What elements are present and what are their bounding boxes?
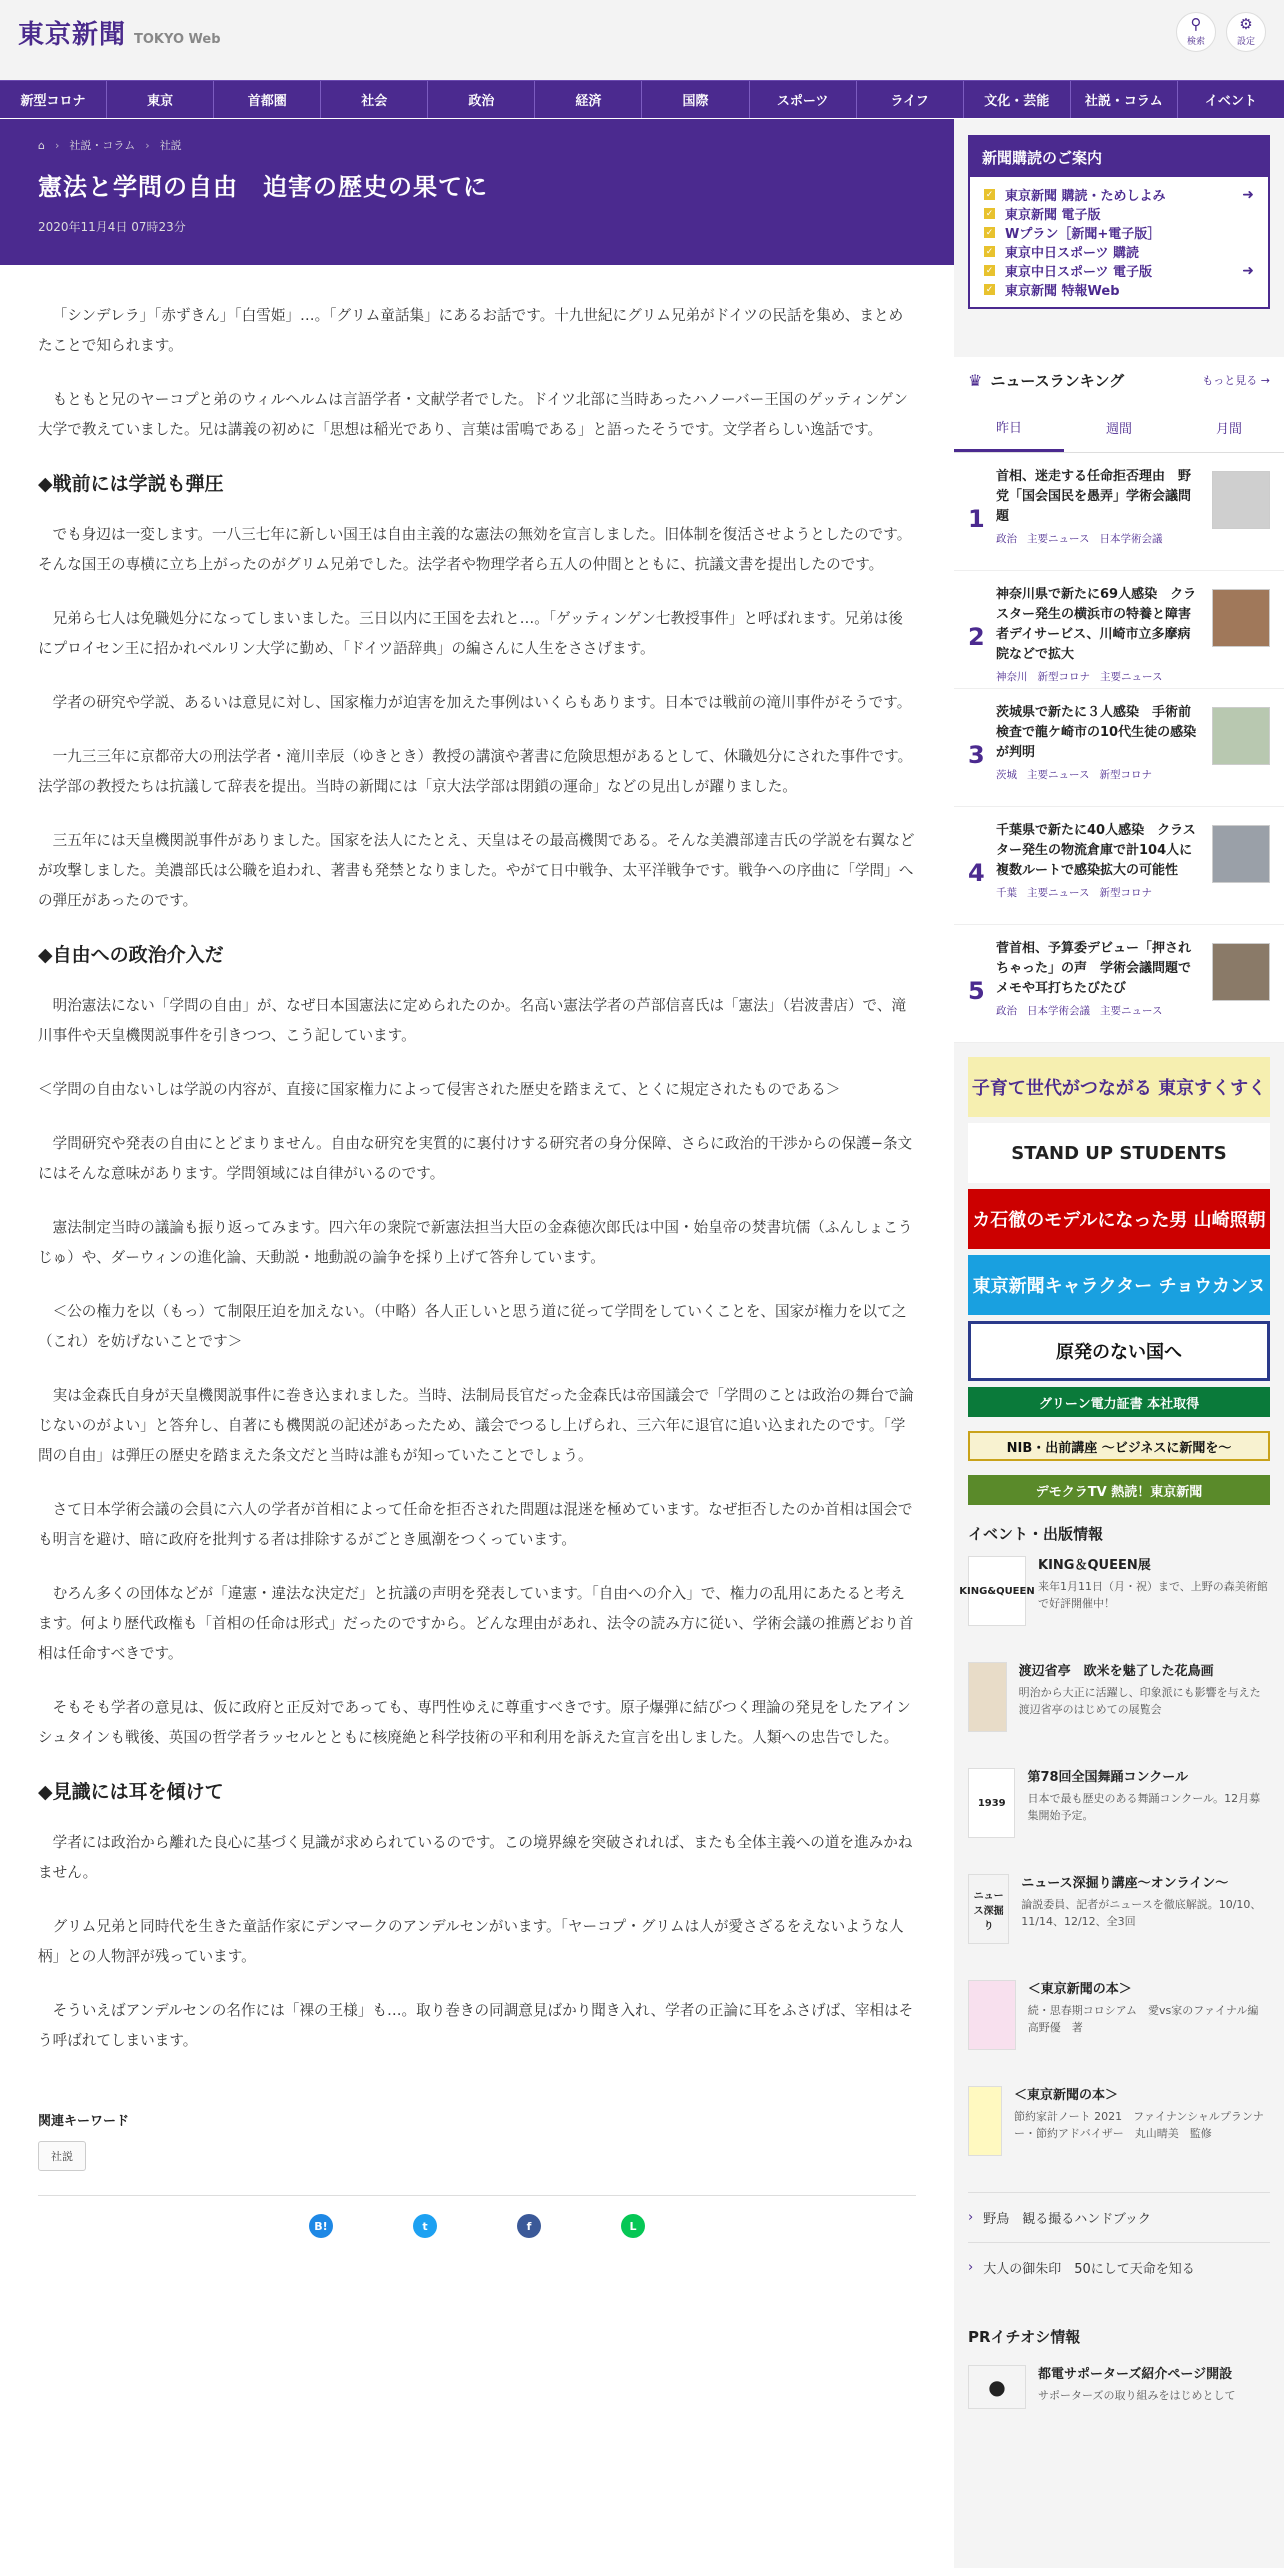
subscription-link[interactable] [984,261,1254,280]
search-button[interactable] [1176,12,1216,52]
promo-banner[interactable]: カ石徹のモデルになった男 山崎照朝 [968,1189,1270,1249]
article-paragraph: さて日本学術会議の会員に六人の学者が首相によって任命を拒否された問題は混迷を極めています。なぜ拒否したのか首相は国会でも明言を避け、暗に政府を批判する者は排除するがごとき風潮をつくっています。 [38,1501,913,1548]
chevron-right-icon: › [145,138,150,152]
ranking-item[interactable] [954,689,1284,807]
ranking-number: 3 [968,740,985,769]
chevron-right-icon: › [54,138,60,152]
ranking-tag[interactable]: 千葉 [996,887,1017,899]
login-arrow-icon: ➜ [1242,186,1254,203]
ranking-body [996,467,1202,570]
nav-item[interactable]: 経済 [535,81,642,118]
nav-item[interactable]: 新型コロナ [0,81,107,118]
keyword-tag[interactable]: 社説 [38,2141,86,2171]
breadcrumb-item-column[interactable]: 社説・コラム [69,139,136,152]
article-paragraph: 学問研究や発表の自由にとどまりません。自由な研究を実質的に裏付けする研究者の身分保障、さらに政治的干渉からの保護−条文にはそんな意味があります。学問領域には自律がいるのです。 [38,1135,913,1182]
ranking-tags [996,767,1202,782]
check-icon: ✓ [985,227,994,238]
ranking-tags [996,885,1202,900]
facebook-icon[interactable]: f [517,2214,541,2238]
events-title: イベント・出版情報 [968,1525,1104,1543]
hatena-bookmark-icon[interactable]: B! [309,2214,333,2238]
article-header [0,119,954,265]
pr-title: PRイチオシ情報 [968,2328,1081,2346]
article-date: 2020年11月4日 07時23分 [38,220,186,234]
settings-button[interactable] [1226,12,1266,52]
sidebar-link[interactable] [968,2192,1270,2242]
event-title: ＜東京新聞の本＞ [1014,2088,1119,2103]
share-buttons [38,2214,916,2238]
event-thumbnail: KING&QUEEN [968,1556,1026,1626]
subscription-link[interactable] [984,242,1254,261]
article-paragraph: 兄弟ら七人は免職処分になってしまいました。三日以内に王国を去れと…。「ゲッティンゲン七教授事件」と呼ばれます。兄弟は後にプロイセン王に招かれベルリン大学に勤め、「ドイツ語辞典」の編さんに人生をささげます。 [38,610,903,657]
logo-subtext: TOKYO Web [134,32,221,47]
event-text [1028,1980,1270,2068]
event-title: ニュース深掘り講座〜オンライン〜 [1021,1876,1229,1891]
event-desc: 節約家計ノート 2021 ファイナンシャルプランナー・節約アドバイザー 丸山晴美 監修 [1014,2110,1264,2140]
ranking-thumbnail [1212,707,1270,765]
section-heading: ◆戦前には学説も弾圧 [38,473,224,495]
top-header [0,0,1284,80]
check-icon: ✓ [985,246,994,257]
promo-banner[interactable]: 原発のない国へ [968,1321,1270,1381]
event-desc: 来年1月11日（月・祝）まで、上野の森美術館で好評開催中！ [1038,1580,1268,1610]
subscription-link-label: 東京中日スポーツ 購読 [1005,246,1140,261]
subscription-link-label: Wプラン［新聞+電子版］ [1005,227,1161,242]
ranking-tag[interactable]: 主要ニュース [1100,1005,1163,1017]
ranking-tag[interactable]: 政治 [996,533,1017,545]
ranking-item[interactable] [954,571,1284,689]
article-paragraph: むろん多くの団体などが「違憲・違法な決定だ」と抗議の声明を発表しています。「自由への介入」で、権力の乱用にあたると考えます。何より歴代政権も「首相の任命は形式」だったのですから。どんな理由があれ、法令の読み方に従い、学術会議の推薦どおり首相は任命すべきです。 [38,1585,914,1662]
ranking-title: 千葉県で新たに40人感染 クラスター発生の物流倉庫で計104人に 複数ルートで感染拡大の可能性 [996,823,1206,878]
article-paragraph: グリム兄弟と同時代を生きた童話作家にデンマークのアンデルセンがいます。「ヤーコプ・グリムは人が愛さざるをえないような人柄」との人物評が残っています。 [38,1918,904,1965]
subscription-link[interactable] [984,185,1254,204]
ranking-number: 4 [968,858,985,887]
event-thumbnail [968,1662,1007,1732]
promo-banner[interactable]: 子育て世代がつながる 東京すくすく [968,1057,1270,1117]
tab-monthly[interactable]: 月間 [1215,422,1242,437]
ranking-tag[interactable]: 日本学術会議 [1027,1005,1090,1017]
ranking-tag[interactable]: 日本学術会議 [1099,533,1163,545]
ranking-body [996,585,1202,688]
subscription-link-label: 東京新聞 電子版 [1005,208,1101,223]
event-text [1019,1662,1270,1750]
subscription-link[interactable] [984,223,1254,242]
ranking-header [954,357,1284,403]
promo-banner[interactable]: STAND UP STUDENTS [968,1123,1270,1183]
nav-item[interactable]: 社会 [321,81,428,118]
tab-weekly[interactable]: 週間 [1105,422,1132,437]
article-paragraph: そもそも学者の意見は、仮に政府と正反対であっても、専門性ゆえに尊重すべきです。原子爆弾に結びつく理論の発見をしたアインシュタインも戦後、英国の哲学者ラッセルとともに核廃絶と科学技術の平和利用を訴えた宣言を出しました。人類への忠告でした。 [38,1699,911,1746]
article-paragraph: 実は金森氏自身が天皇機関説事件に巻き込まれました。当時、法制局長官だった金森氏は帝国議会で「学問のことは政治の舞台で論じないのがよい」と答弁し、自著にも機関説の記述があったため、議会でつるし上げられ、三六年に退官に追い込まれたのです。「学問の自由」は弾圧の歴史を踏まえた条文だと当時は誰もが知っていたことでしょう。 [38,1387,914,1464]
pr-item-desc: サポーターズの取り組みをはじめとして [1038,2389,1236,2402]
article-paragraph: そういえばアンデルセンの名作には「裸の王様」も…。取り巻きの同調意見ばかり聞き入れ、学者の正論に耳をふさげば、宰相はそう呼ばれてしまいます。 [38,2002,914,2049]
ranking-tag[interactable]: 神奈川 [996,671,1028,683]
event-text [1021,1874,1270,1962]
article-paragraph: 三五年には天皇機関説事件がありました。国家を法人にたとえ、天皇はその最高機関である。そんな美濃部達吉氏の学説を右翼などが攻撃しました。美濃部氏は公職を追われ、著書も発禁となりました。やがて日中戦争、太平洋戦争です。戦争への序曲に「学問」への弾圧があったのです。 [38,832,915,909]
subscription-title: 新聞購読のご案内 [970,137,1268,177]
search-label: 検索 [1186,37,1205,47]
ranking-tag[interactable]: 新型コロナ [1037,671,1090,683]
article-paragraph: でも身辺は一変します。一八三七年に新しい国王は自由主義的な憲法の無効を宣言しました。旧体制を復活させようとしたのです。そんな国王の専横に立ち上がったのがグリム兄弟でした。法学者や物理学者ら五人の仲間とともに、抗議文書を提出したのです。 [38,526,912,573]
subscription-link-label: 東京新聞 特報Web [1005,284,1120,299]
nav-item[interactable]: 東京 [107,81,214,118]
settings-label: 設定 [1236,37,1255,47]
ranking-tabs [954,403,1284,453]
event-title: KING＆QUEEN展 [1038,1558,1151,1573]
keyword-label: 関連キーワード [38,2114,130,2129]
event-thumbnail [968,2086,1002,2156]
ranking-thumbnail [1212,943,1270,1001]
article-paragraph: 学者の研究や学説、あるいは意見に対し、国家権力が迫害を加えた事例はいくらもあります。日本では戦前の滝川事件がそうです。 [52,694,912,711]
event-item[interactable] [968,1662,1270,1750]
event-desc: 論説委員、記者がニュースを徹底解説。10/10、11/14、12/12、全3回 [1021,1898,1262,1928]
ranking-tag[interactable]: 新型コロナ [1099,887,1152,899]
ranking-title: ニュースランキング [990,371,1125,390]
side-links [968,2192,1270,2292]
chevron-right-icon: › [968,2210,974,2225]
breadcrumb [38,137,916,153]
ranking-body [996,703,1202,806]
event-title: ＜東京新聞の本＞ [1027,1982,1132,1997]
ranking-tags [996,1003,1202,1018]
promo-banner[interactable]: デモクラTV 熱読！東京新聞 [968,1475,1270,1505]
ranking-title: 茨城県で新たに３人感染 手術前検査で龍ケ崎市の10代生徒の感染が判明 [996,705,1197,760]
site-logo[interactable] [18,14,221,51]
ranking-item[interactable] [954,925,1284,1043]
news-ranking [954,357,1284,1043]
arrow-right-icon: → [1260,374,1270,387]
ranking-thumbnail [1212,825,1270,883]
event-desc: 続・思春期コロシアム 愛vs家のファイナル編 高野優 著 [1027,2004,1270,2034]
event-item[interactable] [968,1874,1270,1962]
article-body [0,265,954,2056]
ranking-tag[interactable]: 茨城 [996,769,1017,781]
pr-item[interactable] [968,2365,1270,2409]
crown-icon: ♛ [968,370,983,390]
ranking-tag[interactable]: 政治 [996,1005,1017,1017]
pr-thumbnail: ● [968,2365,1026,2409]
event-item[interactable] [968,1768,1270,1856]
article-paragraph: 明治憲法にない「学問の自由」が、なぜ日本国憲法に定められたのか。名高い憲法学者の芦部信喜氏は「憲法」（岩波書店）で、滝川事件や天皇機関説事件を引きつつ、こう記しています。 [38,997,907,1044]
sidebar-link-label: 大人の御朱印 50にして天命を知る [983,2262,1195,2277]
sidebar-link-label: 野鳥 観る撮るハンドブック [983,2212,1151,2227]
nav-item[interactable]: 社説・コラム [1071,81,1178,118]
event-thumbnail [968,1980,1016,2050]
promo-banner[interactable]: 東京新聞キャラクター チョウカンヌ [968,1255,1270,1315]
nav-item[interactable]: ライフ [857,81,964,118]
subscription-link-label: 東京中日スポーツ 電子版 [1005,265,1153,280]
subscription-link-label: 東京新聞 購読・ためしよみ [1005,189,1166,204]
twitter-icon[interactable]: t [413,2214,437,2238]
event-thumbnail: 1939 [968,1768,1015,1838]
section-heading: ◆見識には耳を傾けて [38,1781,224,1803]
more-link-label: もっと見る [1202,374,1258,387]
event-text [1014,2086,1270,2174]
ranking-title: 菅首相、予算委デビュー「押されちゃった」の声 学術会議問題でメモや耳打ちたびたび [996,941,1192,996]
gear-icon: ⚙ [1239,15,1253,33]
login-arrow-icon: ➜ [1242,262,1254,279]
event-item[interactable] [968,2086,1270,2174]
ranking-tags [996,531,1202,546]
ranking-thumbnail [1212,589,1270,647]
event-item[interactable] [968,1980,1270,2068]
ranking-title: 首相、迷走する任命拒否理由 野党「国会国民を愚弄」学術会議問題 [996,469,1192,524]
ranking-number: 2 [968,622,985,651]
ranking-tag[interactable]: 新型コロナ [1099,769,1152,781]
page-title: 憲法と学問の自由 迫害の歴史の果てに [38,173,488,201]
event-desc: 日本で最も歴史のある舞踊コンクール。12月募集開始予定。 [1027,1792,1261,1822]
logo-text: 東京新聞 [18,20,127,50]
pr-item-title: 都電サポーターズ紹介ページ開設 [1038,2367,1233,2382]
sidebar-link[interactable] [968,2242,1270,2292]
ranking-title: 神奈川県で新たに69人感染 クラスター発生の横浜市の特養と障害者デイサービス、川崎市立多摩病院などで拡大 [996,587,1197,662]
event-desc: 明治から大正に活躍し、印象派にも影響を与えた渡辺省亭のはじめての展覧会 [1018,1686,1261,1716]
quote-paragraph: ＜学問の自由ないしは学説の内容が、直接に国家権力によって侵害された歴史を踏まえて、とくに規定されたものである＞ [38,1081,841,1098]
promo-banner[interactable]: NIB・出前講座 〜ビジネスに新聞を〜 [968,1431,1270,1461]
event-title: 第78回全国舞踊コンクール [1027,1770,1189,1785]
event-text [1027,1768,1270,1856]
article-paragraph: もともと兄のヤーコプと弟のウィルヘルムは言語学者・文献学者でした。ドイツ北部に当時あったハノーバー王国のゲッティンゲン大学で教えていました。兄は講義の初めに「思想は稲光であり、言葉は雷鳴である」と語ったそうです。文学者らしい逸話です。 [38,391,908,438]
article-main [0,119,954,2238]
ranking-tag[interactable]: 主要ニュース [1027,887,1090,899]
section-heading: ◆自由への政治介入だ [38,944,224,966]
ranking-tag[interactable]: 主要ニュース [1027,533,1090,545]
main-nav [0,80,1284,118]
check-icon: ✓ [985,208,994,219]
article-paragraph: 憲法制定当時の議論も振り返ってみます。四六年の衆院で新憲法担当大臣の金森徳次郎氏は中国・始皇帝の焚書坑儒（ふんしょこうじゅ）や、ダーウィンの進化論、天動説・地動説の論争を採り上げて答弁しています。 [38,1219,913,1266]
article-paragraph: ＜公の権力を以（もっ）て制限圧迫を加えない。（中略）各人正しいと思う道に従って学問をしていくことを、国家が権力を以て之（これ）を妨げないことです＞ [38,1303,907,1350]
check-icon: ✓ [985,189,994,200]
divider [38,2195,916,2196]
article-paragraph: 一九三三年に京都帝大の刑法学者・滝川幸辰（ゆきとき）教授の講演や著書に危険思想があるとして、休職処分にされた事件です。法学部の教授たちは抗議して辞表を提出。当時の新聞には「京大法学部は閉鎖の運命」などの見出しが躍りました。 [38,748,913,795]
ranking-list [954,453,1284,1043]
article-paragraph: 学者には政治から離れた良心に基づく見識が求められているのです。この境界線を突破されれば、またも全体主義への道を進みかねません。 [38,1834,913,1881]
chevron-right-icon: › [968,2260,974,2275]
nav-item[interactable]: スポーツ [750,81,857,118]
event-item[interactable] [959,1556,1270,1644]
line-icon[interactable]: L [621,2214,645,2238]
subscription-list [970,177,1268,307]
event-text [1038,1556,1270,1644]
nav-item[interactable]: イベント [1204,94,1257,109]
ranking-tag[interactable]: 主要ニュース [1100,671,1163,683]
event-title: 渡辺省亭 欧米を魅了した花鳥画 [1018,1664,1214,1679]
ranking-number: 1 [968,504,985,533]
promo-banner[interactable]: グリーン電力証書 本社取得 [968,1387,1270,1417]
ranking-tags [996,669,1202,684]
article-paragraph: 「シンデレラ」「赤ずきん」「白雪姫」…。「グリム童話集」にあるお話です。十九世紀にグリム兄弟がドイツの民話を集め、まとめたことで知られます。 [38,307,904,354]
banner-list [968,1057,1270,1505]
home-icon[interactable]: ⌂ [38,138,45,152]
ranking-thumbnail [1212,471,1270,529]
ranking-item[interactable] [954,453,1284,571]
subscription-box [968,135,1270,309]
ranking-tag[interactable]: 主要ニュース [1027,769,1090,781]
check-icon: ✓ [985,265,994,276]
ranking-number: 5 [968,976,985,1005]
nav-item[interactable]: 首都圏 [214,81,321,118]
search-icon: ⚲ [1190,15,1202,33]
events-list [959,1556,1270,2174]
tab-yesterday[interactable]: 昨日 [954,403,1064,452]
subscription-link[interactable] [984,204,1254,223]
nav-item[interactable]: 国際 [642,81,749,118]
sidebar [954,119,1284,2568]
ranking-item[interactable] [954,807,1284,925]
ranking-body [996,939,1202,1042]
ranking-body [996,821,1206,924]
nav-item[interactable]: 文化・芸能 [964,81,1071,118]
more-link[interactable] [1202,372,1270,388]
event-thumbnail: ニュース深掘り [968,1874,1009,1944]
breadcrumb-item-editorial[interactable]: 社説 [159,139,182,152]
subscription-link[interactable] [984,280,1254,299]
check-icon: ✓ [985,284,994,295]
nav-item[interactable]: 政治 [428,81,535,118]
